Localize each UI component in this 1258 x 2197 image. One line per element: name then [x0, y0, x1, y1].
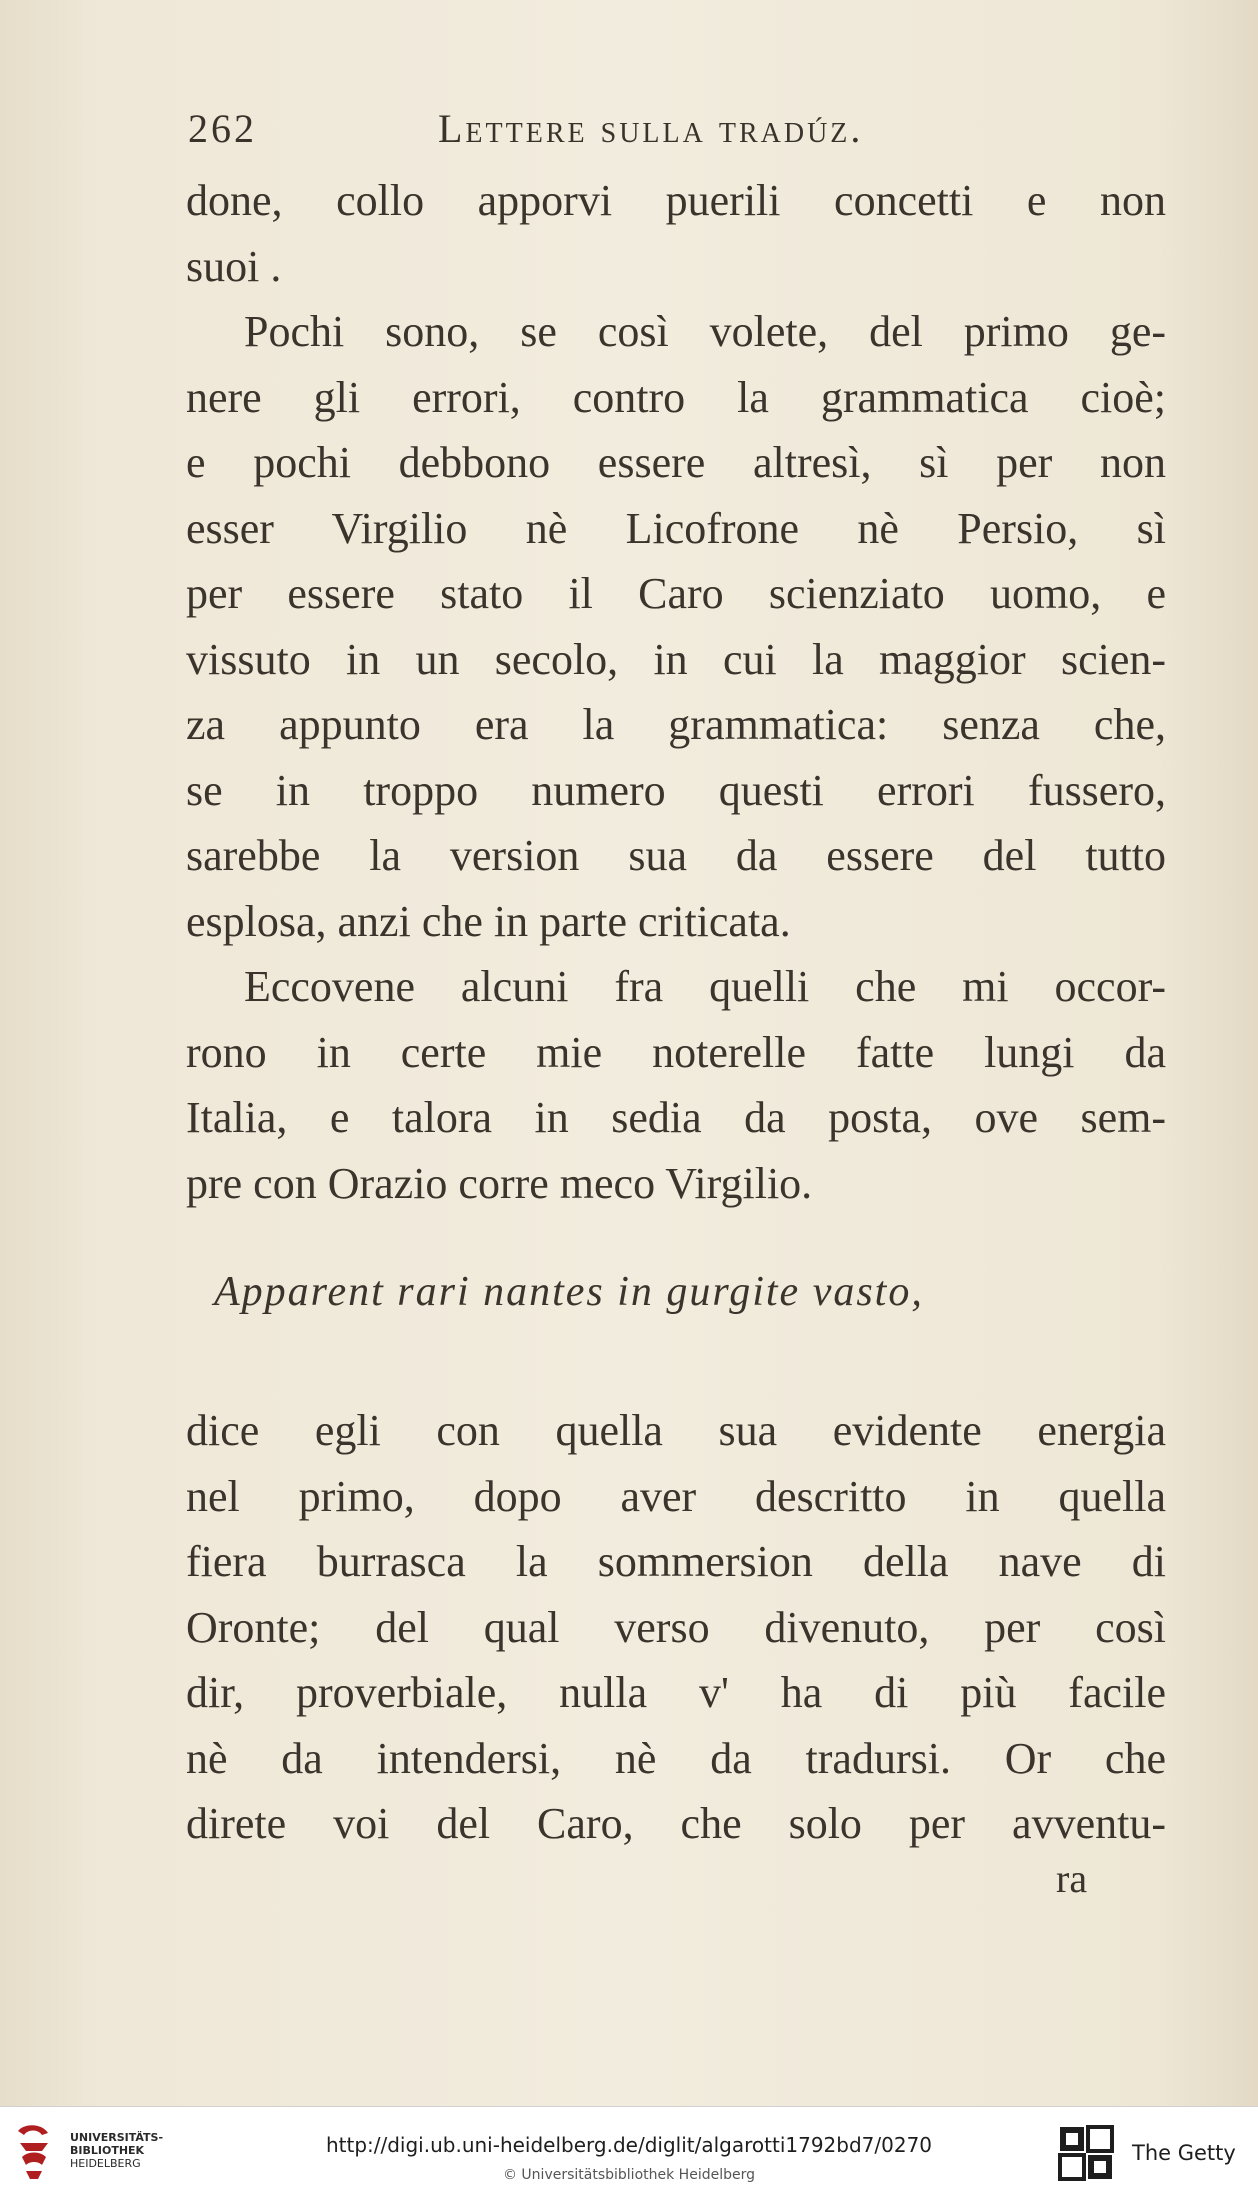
text-line: Oronte; del qual verso divenuto, per così	[186, 1602, 1166, 1652]
text-line: direte voi del Caro, che solo per avventu-	[186, 1799, 1166, 1848]
partner-name: The Getty	[1132, 2141, 1236, 2165]
text-line: esplosa, anzi che in parte criticata.	[186, 896, 791, 946]
page-number: 262	[188, 106, 257, 151]
text-line: Pochi sono, se così volete, del primo ge-	[244, 307, 1166, 356]
text-line: dir, proverbiale, nulla v' ha di più facile	[186, 1668, 1166, 1717]
text-line: pre con Orazio corre meco Virgilio.	[186, 1158, 813, 1208]
footer-bar	[0, 2106, 1258, 2197]
catchword: ra	[1056, 1856, 1088, 1901]
text-line: suoi .	[186, 241, 282, 291]
text-line: rono in certe mie noterelle fatte lungi da	[186, 1027, 1166, 1077]
text-line: fiera burrasca la sommersion della nave di	[186, 1537, 1166, 1586]
text-line: esser Virgilio nè Licofrone nè Persio, sì	[186, 503, 1166, 553]
running-title: Lettere sulla tradúz.	[438, 106, 864, 151]
text-line: vissuto in un secolo, in cui la maggior scien-	[186, 634, 1166, 684]
permalink[interactable]: http://digi.ub.uni-heidelberg.de/diglit/algarotti1792bd7/0270	[325, 2133, 933, 2157]
body-text-upper	[186, 168, 1166, 1216]
text-line: nere gli errori, contro la grammatica cioè;	[186, 372, 1166, 422]
library-name: UNIVERSITÄTS- BIBLIOTHEK HEIDELBERG	[70, 2131, 164, 2170]
text-line: se in troppo numero questi errori fussero,	[186, 765, 1166, 815]
getty-logo-icon	[1058, 2125, 1114, 2181]
text-line: e pochi debbono essere altresì, sì per non	[186, 438, 1166, 487]
verse-quotation: Apparent rari nantes in gurgite vasto,	[214, 1269, 924, 1315]
text-line: za appunto era la grammatica: senza che,	[186, 700, 1166, 749]
body-text-lower	[186, 1398, 1166, 1857]
text-line: per essere stato il Caro scienziato uomo, e	[186, 569, 1166, 618]
text-line: sarebbe la version sua da essere del tutto	[186, 831, 1166, 880]
running-head	[188, 105, 1198, 165]
text-line: Italia, e talora in sedia da posta, ove sem-	[186, 1093, 1166, 1142]
text-line: dice egli con quella sua evidente energia	[186, 1406, 1166, 1455]
text-line: done, collo apporvi puerili concetti e non	[186, 176, 1166, 225]
text-line: nè da intendersi, nè da tradursi. Or che	[186, 1733, 1166, 1783]
text-line: Eccovene alcuni fra quelli che mi occor-	[244, 962, 1166, 1011]
text-line: nel primo, dopo aver descritto in quella	[186, 1471, 1166, 1521]
copyright-notice: © Universitätsbibliothek Heidelberg	[502, 2167, 755, 2183]
